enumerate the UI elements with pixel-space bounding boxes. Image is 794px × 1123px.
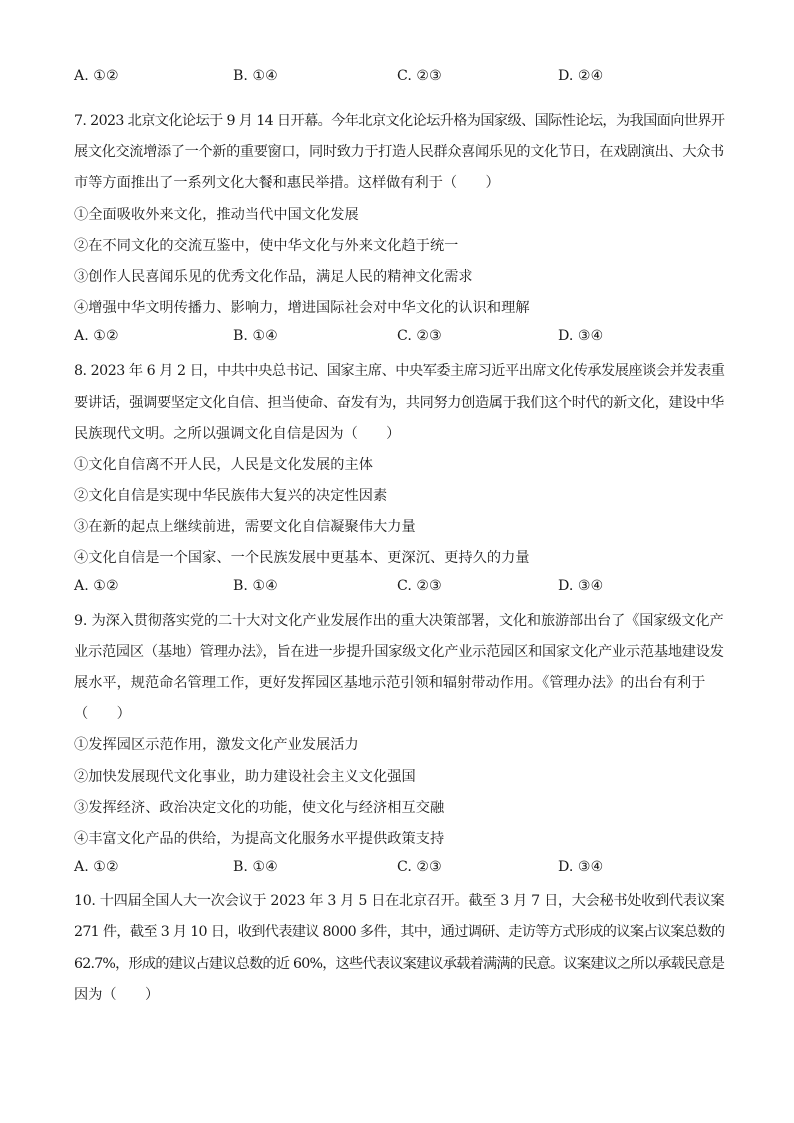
q9-statement-2: ②加快发展现代文化事业，助力建设社会主义文化强国: [74, 769, 416, 785]
q9-stem-line-2: 业示范园区（基地）管理办法》，旨在进一步提升国家级文化产业示范园区和国家文化产业示范基地建设发: [74, 644, 724, 660]
q10-stem-line-4: 因为（ ）: [74, 987, 160, 1003]
q7-option-b[interactable]: B. ①④: [233, 328, 278, 344]
q9-option-c[interactable]: C. ②③: [397, 859, 442, 875]
q8-statement-4: ④文化自信是一个国家、一个民族发展中更基本、更深沉、更持久的力量: [74, 550, 530, 566]
q8-statement-3: ③在新的起点上继续前进，需要文化自信凝聚伟大力量: [74, 519, 416, 535]
q9-option-b[interactable]: B. ①④: [233, 859, 278, 875]
q8-stem-line-1: 8. 2023 年 6 月 2 日，中共中央总书记、国家主席、中央军委主席习近平出席文化传承发展座谈会并发表重: [74, 363, 725, 379]
q8-stem-line-3: 民族现代文明。之所以强调文化自信是因为（ ）: [74, 426, 401, 442]
q9-stem-line-3: 展水平，规范命名管理工作，更好发挥园区基地示范引领和辐射带动作用。《管理办法》的出台有利于: [74, 675, 706, 691]
q8-option-a[interactable]: A. ①②: [74, 578, 119, 594]
q8-stem-line-2: 要讲话，强调要坚定文化自信、担当使命、奋发有为，共同努力创造属于我们这个时代的新文化，建设中华: [74, 395, 724, 411]
q6-option-d[interactable]: D. ②④: [558, 68, 604, 84]
q7-statement-1: ①全面吸收外来文化，推动当代中国文化发展: [74, 207, 359, 223]
q9-stem-line-1: 9. 为深入贯彻落实党的二十大对文化产业发展作出的重大决策部署，文化和旅游部出台了《国家级文化产: [74, 613, 724, 629]
q7-stem-line-1: 7. 2023 北京文化论坛于 9 月 14 日开幕。今年北京文化论坛升格为国家级、国际性论坛，为我国面向世界开: [74, 113, 725, 129]
q9-statement-4: ④丰富文化产品的供给，为提高文化服务水平提供政策支持: [74, 831, 445, 847]
q7-statement-4: ④增强中华文明传播力、影响力，增进国际社会对中华文化的认识和理解: [74, 300, 530, 316]
q7-stem-line-3: 市等方面推出了一系列文化大餐和惠民举措。这样做有利于（ ）: [74, 175, 500, 191]
q8-option-d[interactable]: D. ③④: [558, 578, 604, 594]
q7-option-c[interactable]: C. ②③: [397, 328, 442, 344]
q6-option-b[interactable]: B. ①④: [233, 68, 278, 84]
q7-option-a[interactable]: A. ①②: [74, 328, 119, 344]
q10-stem-line-3: 62.7%，形成的建议占建议总数的近 60%，这些代表议案建议承载着满满的民意。议案建议之所以承载民意是: [74, 956, 725, 972]
q9-option-a[interactable]: A. ①②: [74, 859, 119, 875]
q10-stem-line-2: 271 件，截至 3 月 10 日，收到代表建议 8000 多件，其中，通过调研、走访等方式形成的议案占议案总数的: [74, 924, 725, 940]
q8-statement-2: ②文化自信是实现中华民族伟大复兴的决定性因素: [74, 488, 388, 504]
q9-stem-line-4: （ ）: [74, 706, 131, 722]
q6-option-c[interactable]: C. ②③: [397, 68, 442, 84]
q8-option-b[interactable]: B. ①④: [233, 578, 278, 594]
q6-option-a[interactable]: A. ①②: [74, 68, 119, 84]
q7-stem-line-2: 展文化交流增添了一个新的重要窗口，同时致力于打造人民群众喜闻乐见的文化节日，在戏剧演出、大众书: [74, 144, 724, 160]
q10-stem-line-1: 10. 十四届全国人大一次会议于 2023 年 3 月 5 日在北京召开。截至 3 月 7 日，大会秘书处收到代表议案: [74, 893, 725, 909]
q7-statement-3: ③创作人民喜闻乐见的优秀文化作品，满足人民的精神文化需求: [74, 269, 473, 285]
q7-option-d[interactable]: D. ③④: [558, 328, 604, 344]
q9-statement-3: ③发挥经济、政治决定文化的功能，使文化与经济相互交融: [74, 800, 445, 816]
q8-option-c[interactable]: C. ②③: [397, 578, 442, 594]
q9-statement-1: ①发挥园区示范作用，激发文化产业发展活力: [74, 737, 359, 753]
q8-statement-1: ①文化自信离不开人民，人民是文化发展的主体: [74, 457, 373, 473]
q9-option-d[interactable]: D. ③④: [558, 859, 604, 875]
q7-statement-2: ②在不同文化的交流互鉴中，使中华文化与外来文化趋于统一: [74, 238, 459, 254]
